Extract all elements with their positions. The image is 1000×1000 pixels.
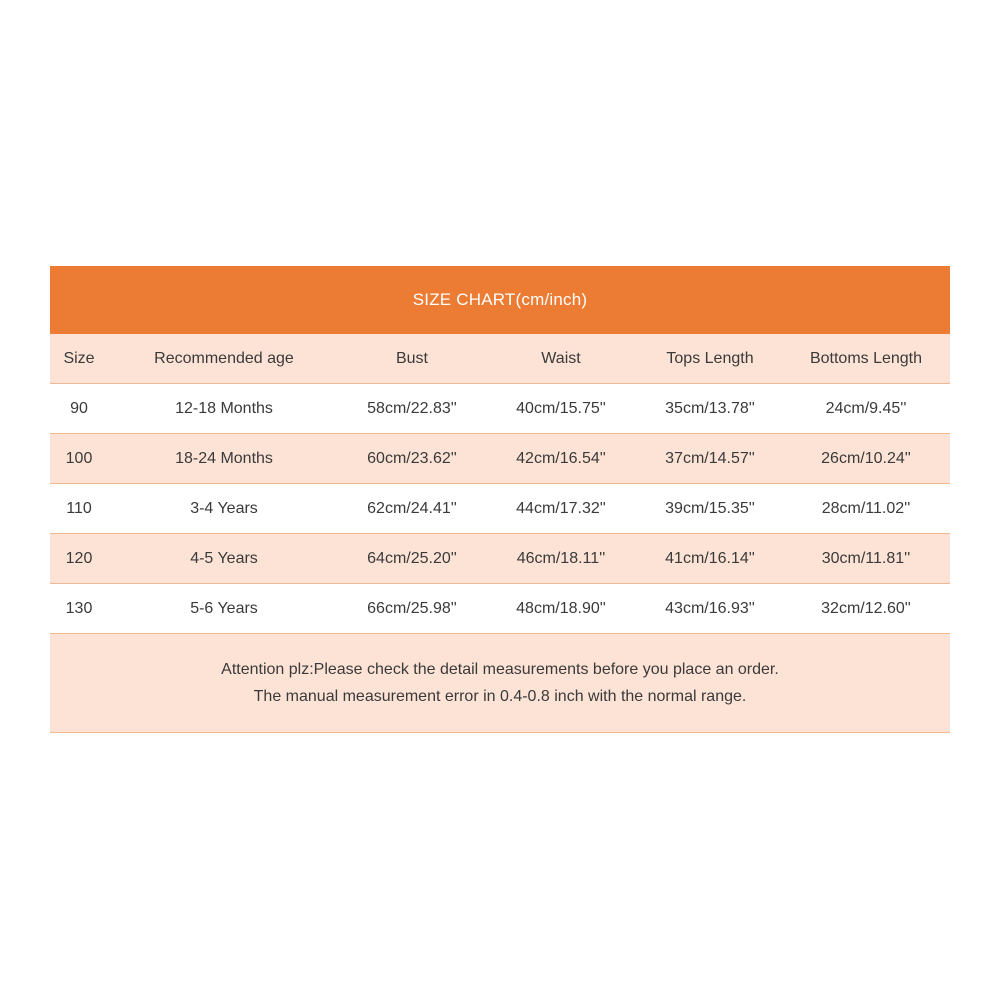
size-table <box>50 334 950 634</box>
age-cell: 3-4 Years <box>108 484 340 534</box>
table-row <box>50 534 950 584</box>
bottoms-length-cell: 28cm/11.02'' <box>782 484 950 534</box>
table-row <box>50 584 950 634</box>
note-line-2: The manual measurement error in 0.4-0.8 inch with the normal range. <box>253 688 747 705</box>
tops-length-cell: 41cm/16.14'' <box>638 534 782 584</box>
waist-cell: 46cm/18.11'' <box>484 534 638 584</box>
bust-cell: 64cm/25.20'' <box>340 534 484 584</box>
waist-cell: 48cm/18.90'' <box>484 584 638 634</box>
bust-cell: 66cm/25.98'' <box>340 584 484 634</box>
tops-length-cell: 43cm/16.93'' <box>638 584 782 634</box>
column-header-waist: Waist <box>484 334 638 384</box>
attention-note <box>50 634 950 733</box>
bottoms-length-cell: 24cm/9.45'' <box>782 384 950 434</box>
waist-cell: 44cm/17.32'' <box>484 484 638 534</box>
column-header-recommended-age: Recommended age <box>108 334 340 384</box>
size-cell: 90 <box>50 384 108 434</box>
bottoms-length-cell: 32cm/12.60'' <box>782 584 950 634</box>
chart-title: SIZE CHART(cm/inch) <box>50 266 950 334</box>
column-header-bust: Bust <box>340 334 484 384</box>
note-line-1: Attention plz:Please check the detail measurements before you place an order. <box>221 661 779 678</box>
bust-cell: 58cm/22.83'' <box>340 384 484 434</box>
size-cell: 100 <box>50 434 108 484</box>
size-cell: 110 <box>50 484 108 534</box>
age-cell: 12-18 Months <box>108 384 340 434</box>
age-cell: 5-6 Years <box>108 584 340 634</box>
header-row <box>50 334 950 384</box>
tops-length-cell: 39cm/15.35'' <box>638 484 782 534</box>
waist-cell: 42cm/16.54'' <box>484 434 638 484</box>
table-row <box>50 434 950 484</box>
table-row <box>50 384 950 434</box>
bust-cell: 62cm/24.41'' <box>340 484 484 534</box>
bottoms-length-cell: 30cm/11.81'' <box>782 534 950 584</box>
size-cell: 130 <box>50 584 108 634</box>
size-cell: 120 <box>50 534 108 584</box>
size-chart <box>50 266 950 733</box>
bottoms-length-cell: 26cm/10.24'' <box>782 434 950 484</box>
waist-cell: 40cm/15.75'' <box>484 384 638 434</box>
column-header-bottoms-length: Bottoms Length <box>782 334 950 384</box>
age-cell: 4-5 Years <box>108 534 340 584</box>
column-header-tops-length: Tops Length <box>638 334 782 384</box>
table-row <box>50 484 950 534</box>
bust-cell: 60cm/23.62'' <box>340 434 484 484</box>
tops-length-cell: 35cm/13.78'' <box>638 384 782 434</box>
tops-length-cell: 37cm/14.57'' <box>638 434 782 484</box>
age-cell: 18-24 Months <box>108 434 340 484</box>
column-header-size: Size <box>50 334 108 384</box>
